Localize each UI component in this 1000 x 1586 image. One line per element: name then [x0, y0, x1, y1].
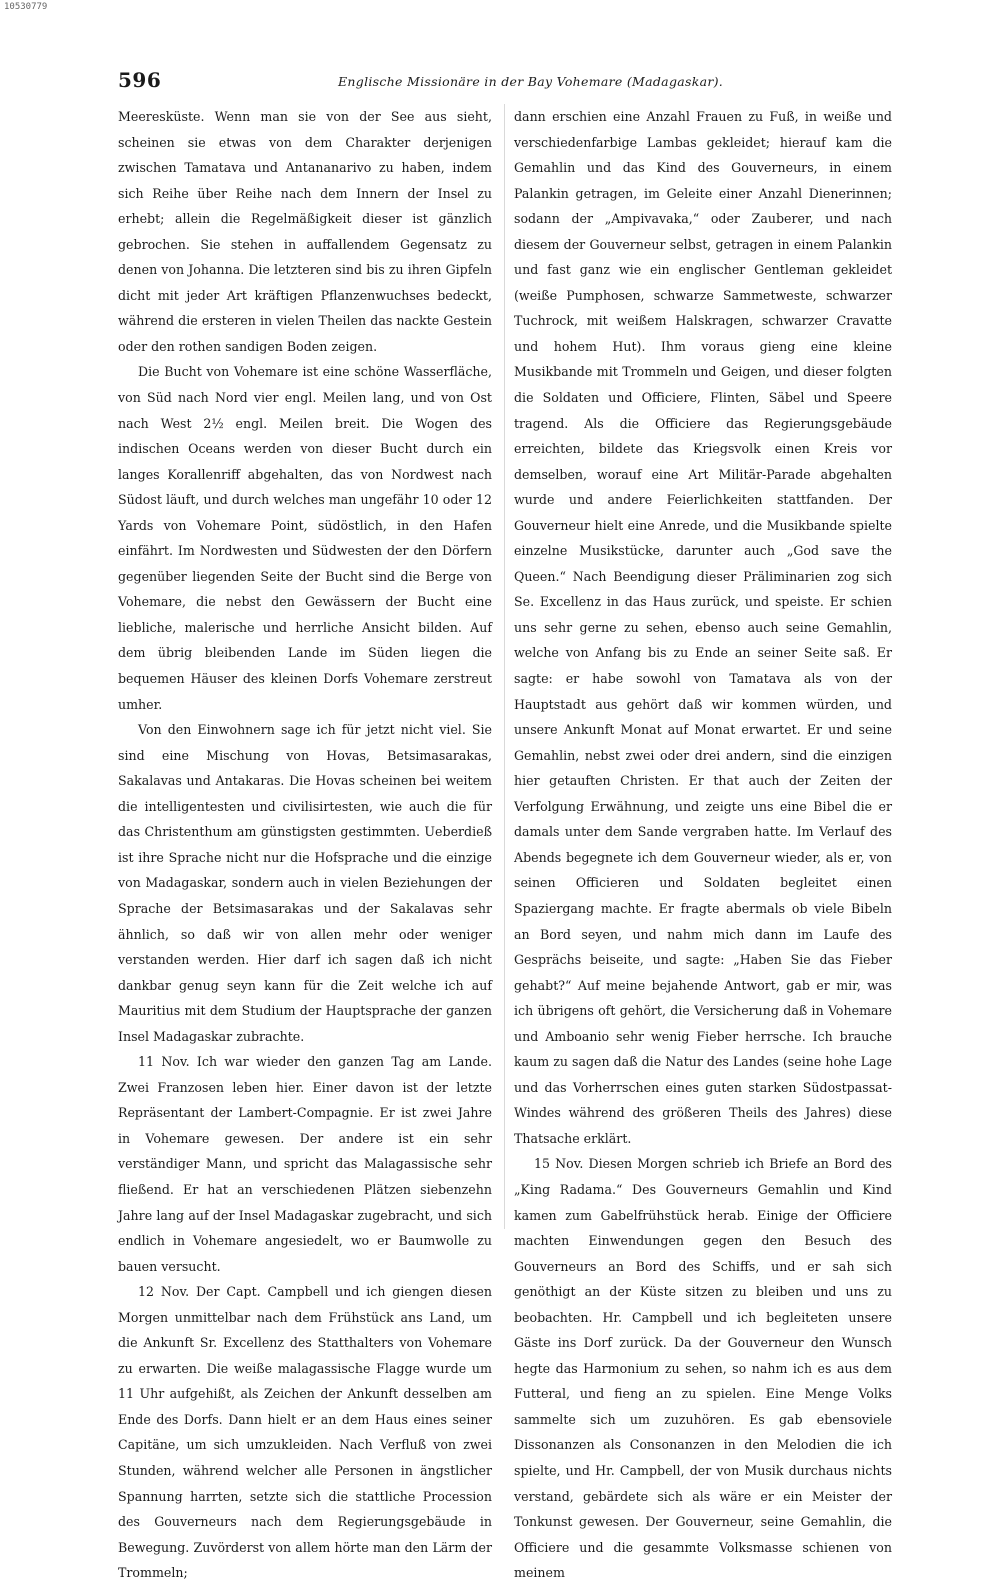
paragraph: Von den Einwohnern sage ich für jetzt nicht viel. Sie sind eine Mischung von Hovas, Betsimasarakas, Sakalavas und Antakaras. Die Hovas scheinen bei weitem die intelligentesten und civilisirtesten, wie auch die für das Christenthum am günstigsten gestimmten. Ueberdieß ist ihre Sprache nicht nur die Hofsprache und die einzige von Madagaskar, sondern auch in vielen Beziehungen der Sprache der Betsimasarakas und der Sakalavas sehr ähnlich, so daß wir von allen mehr oder weniger verstanden werden. Hier darf ich sagen daß ich nicht dankbar genug seyn kann für die Zeit welche ich auf Mauritius mit dem Studium der Hauptsprache der ganzen Insel Madagaskar zubrachte.: [118, 722, 492, 1044]
paragraph: dann erschien eine Anzahl Frauen zu Fuß, in weiße und verschiedenfarbige Lambas gekleidet; hierauf kam die Gemahlin und das Kind des Gouverneurs, in einem Palankin getragen, im Geleite einer Anzahl Dienerinnen; sodann der „Ampivavaka,“ oder Zauberer, und nach diesem der Gouverneur selbst, getragen in einem Palankin und fast ganz wie ein englischer Gentleman gekleidet (weiße Pumphosen, schwarze Sammetweste, schwarzer Tuchrock, mit weißem Halskragen, schwarzer Cravatte und hohem Hut). Ihm voraus gieng eine kleine Musikbande mit Trommeln und Geigen, und dieser folgten die Soldaten und Officiere, Flinten, Säbel und Speere tragend. Als die Officiere das Regierungsgebäude erreichten, bildete das Kriegsvolk einen Kreis vor demselben, worauf eine Art Militär-Parade abgehalten wurde und andere Feierlichkeiten stattfanden. Der Gouverneur hielt eine Anrede, und die Musikbande spielte einzelne Musikstücke, darunter auch „God save the Queen.“ Nach Beendigung dieser Präliminarien zog sich Se. Excellenz in das Haus zurück, und speiste. Er schien uns sehr gerne zu sehen, ebenso auch seine Gemahlin, welche von Anfang bis zu Ende an seiner Seite saß. Er sagte: er habe sowohl von Tamatava als von der Hauptstadt aus gehört daß wir kommen würden, und unsere Ankunft Monat auf Monat erwartet. Er und seine Gemahlin, nebst zwei oder drei andern, sind die einzigen hier getauften Christen. Er that auch der Zeiten der Verfolgung Erwähnung, und zeigte uns eine Bibel die er damals unter dem Sande vergraben hatte. Im Verlauf des Abends begegnete ich dem Gouverneur wieder, als er, von seinen Officieren und Soldaten begleitet einen Spaziergang machte. Er fragte abermals ob viele Bibeln an Bord seyen, und nahm mich dann im Laufe des Gesprächs beiseite, und sagte: „Haben Sie das Fieber gehabt?“ Auf meine bejahende Antwort, gab er mir, was ich übrigens oft gehört, die Versicherung daß in Vohemare und Amboanio sehr wenig Fieber herrsche. Ich brauche kaum zu sagen daß die Natur des Landes (seine hohe Lage und das Vorherrschen eines guten starken Südostpassat-Windes während des größeren Theils des Jahres) diese Thatsache erklärt.: [514, 109, 892, 1146]
running-head: Englische Missionäre in der Bay Vohemare (Madagaskar).: [338, 74, 724, 89]
scan-id: 10530779: [4, 2, 48, 12]
paragraph: Die Bucht von Vohemare ist eine schöne Wasserfläche, von Süd nach Nord vier engl. Meilen lang, und von Ost nach West 2½ engl. Meilen breit. Die Wogen des indischen Oceans werden von dieser Bucht durch ein langes Korallenriff abgehalten, das von Nordwest nach Südost läuft, und durch welches man ungefähr 10 oder 12 Yards von Vohemare Point, südöstlich, in den Hafen einfährt. Im Nordwesten und Südwesten der den Dörfern gegenüber liegenden Seite der Bucht sind die Berge von Vohemare, die nebst den Gewässern der Bucht eine liebliche, malerische und herrliche Ansicht bilden. Auf dem übrig bleibenden Lande im Süden liegen die bequemen Häuser des kleinen Dorfs Vohemare zerstreut umher.: [118, 364, 492, 712]
paragraph: 12 Nov. Der Capt. Campbell und ich giengen diesen Morgen unmittelbar nach dem Frühstück ans Land, um die Ankunft Sr. Excellenz des Statthalters von Vohemare zu erwarten. Die weiße malagassische Flagge wurde um 11 Uhr aufgehißt, als Zeichen der Ankunft desselben am Ende des Dorfs. Dann hielt er an dem Haus eines seiner Capitäne, um sich umzukleiden. Nach Verfluß von zwei Stunden, während welcher alle Personen in ängstlicher Spannung harrten, setzte sich die stattliche Procession des Gouverneurs nach dem Regierungsgebäude in Bewegung. Zuvörderst von allem hörte man den Lärm der Trommeln;: [118, 1284, 492, 1581]
paragraph: 15 Nov. Diesen Morgen schrieb ich Briefe an Bord des „King Radama.“ Des Gouverneurs Gemahlin und Kind kamen zum Gabelfrühstück herab. Einige der Officiere machten Einwendungen gegen den Besuch des Gouverneurs an Bord des Schiffs, und er sah sich genöthigt an der Küste sitzen zu bleiben und uns zu beobachten. Hr. Campbell und ich begleiteten unsere Gäste ins Dorf zurück. Da der Gouverneur den Wunsch hegte das Harmonium zu sehen, so nahm ich es aus dem Futteral, und fieng an zu spielen. Eine Menge Volks sammelte sich um zuzuhören. Es gab ebensoviele Dissonanzen als Consonanzen in den Melodien die ich spielte, und Hr. Campbell, der von Musik durchaus nichts verstand, gebärdete sich als wäre er ein Meister der Tonkunst gewesen. Der Gouverneur, seine Gemahlin, die Officiere und die gesammte Volksmasse schienen von meinem: [514, 1156, 892, 1581]
page-header: [118, 68, 908, 98]
column-divider: [504, 104, 505, 1229]
right-column: [514, 104, 892, 1586]
paragraph: Meeresküste. Wenn man sie von der See aus sieht, scheinen sie etwas von dem Charakter derjenigen zwischen Tamatava und Antananarivo zu haben, indem sich Reihe über Reihe nach dem Innern der Insel zu erhebt; allein die Regelmäßigkeit dieser ist gänzlich gebrochen. Sie stehen in auffallendem Gegensatz zu denen von Johanna. Die letzteren sind bis zu ihren Gipfeln dicht mit jeder Art kräftigen Pflanzenwuchses bedeckt, während die ersteren in vielen Theilen das nackte Gestein oder den rothen sandigen Boden zeigen.: [118, 109, 492, 354]
paragraph: 11 Nov. Ich war wieder den ganzen Tag am Lande. Zwei Franzosen leben hier. Einer davon ist der letzte Repräsentant der Lambert-Compagnie. Er ist zwei Jahre in Vohemare gewesen. Der andere ist ein sehr verständiger Mann, und spricht das Malagassische sehr fließend. Er hat an verschiedenen Plätzen siebenzehn Jahre lang auf der Insel Madagaskar zugebracht, und sich endlich in Vohemare angesiedelt, wo er Baumwolle zu bauen versucht.: [118, 1054, 492, 1274]
left-column: [118, 104, 492, 1586]
page-number: 596: [118, 68, 162, 92]
